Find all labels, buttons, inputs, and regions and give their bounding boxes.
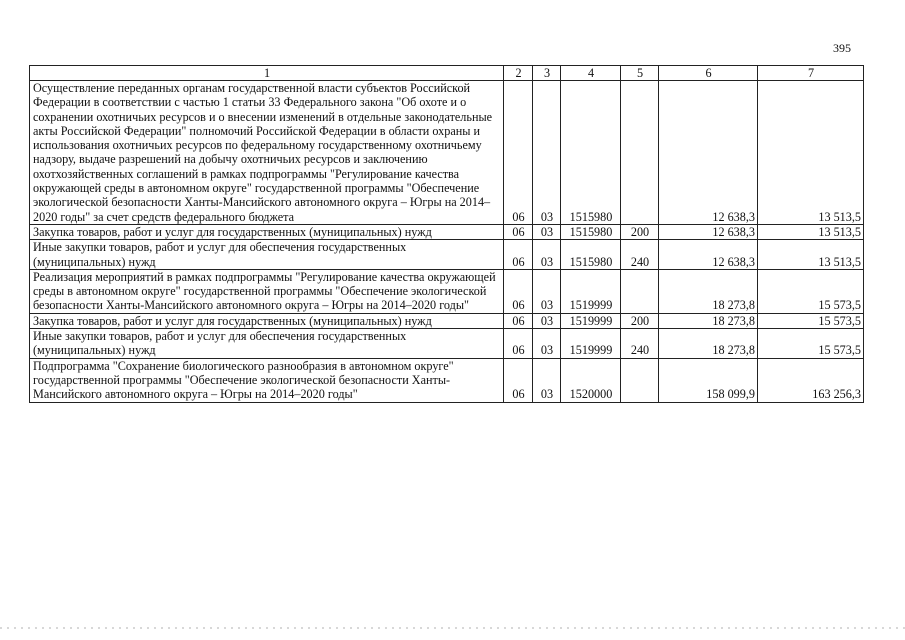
budget-table [29, 65, 864, 403]
cell-amount-7: 13 513,5 [758, 81, 864, 225]
table-row [30, 224, 864, 239]
cell-amount-7: 163 256,3 [758, 358, 864, 402]
cell-amount-6: 18 273,8 [659, 313, 758, 328]
cell-section: 06 [504, 240, 533, 270]
column-header-3: 3 [533, 66, 561, 81]
row-description: Закупка товаров, работ и услуг для государственных (муниципальных) нужд [30, 224, 504, 239]
cell-expense-type [621, 269, 659, 313]
cell-target-article: 1519999 [561, 313, 621, 328]
cell-subsection: 03 [533, 329, 561, 359]
cell-amount-7: 15 573,5 [758, 269, 864, 313]
cell-target-article: 1519999 [561, 269, 621, 313]
cell-subsection: 03 [533, 313, 561, 328]
cell-subsection: 03 [533, 358, 561, 402]
table-row [30, 313, 864, 328]
cell-subsection: 03 [533, 224, 561, 239]
cell-amount-6: 12 638,3 [659, 224, 758, 239]
cell-amount-7: 15 573,5 [758, 329, 864, 359]
cell-section: 06 [504, 269, 533, 313]
cell-section: 06 [504, 329, 533, 359]
cell-section: 06 [504, 358, 533, 402]
row-description: Подпрограмма "Сохранение биологического разнообразия в автономном округе" государственной программы "Обеспечение экологической безопасности Ханты-Мансийского автономного округа – Югры на 2014–2020 годы" [30, 358, 504, 402]
cell-expense-type: 240 [621, 329, 659, 359]
column-header-7: 7 [758, 66, 864, 81]
cell-section: 06 [504, 313, 533, 328]
cell-section: 06 [504, 224, 533, 239]
cell-expense-type [621, 358, 659, 402]
cell-amount-6: 12 638,3 [659, 81, 758, 225]
table-row [30, 358, 864, 402]
table-row [30, 329, 864, 359]
cell-target-article: 1520000 [561, 358, 621, 402]
cell-expense-type: 200 [621, 313, 659, 328]
cell-subsection: 03 [533, 240, 561, 270]
header-row [30, 66, 864, 81]
cell-expense-type: 240 [621, 240, 659, 270]
cell-target-article: 1515980 [561, 224, 621, 239]
column-header-6: 6 [659, 66, 758, 81]
column-header-2: 2 [504, 66, 533, 81]
row-description: Осуществление переданных органам государственной власти субъектов Российской Федерации в соответствии с частью 1 статьи 33 Федерального закона "Об охоте и о сохранении охотничьих ресурсов и о внесении изменений в отдельные законодательные акты Российской Федерации" полномочий Российской Федерации в области охраны и использования охотничьих ресурсов по федеральному государственному охотничьему надзору, выдаче разрешений на добычу охотничьих ресурсов и заключению охотхозяйственных соглашений в рамках подпрограммы "Регулирование качества окружающей среды в автономном округе" государственной программы "Обеспечение экологической безопасности Ханты-Мансийского автономного округа – Югры на 2014–2020 годы" за счет средств федерального бюджета [30, 81, 504, 225]
page-number: 395 [833, 41, 851, 55]
row-description: Иные закупки товаров, работ и услуг для обеспечения государственных (муниципальных) нужд [30, 329, 504, 359]
cell-amount-7: 13 513,5 [758, 224, 864, 239]
cell-amount-6: 12 638,3 [659, 240, 758, 270]
cell-expense-type: 200 [621, 224, 659, 239]
column-header-1: 1 [30, 66, 504, 81]
cell-amount-6: 158 099,9 [659, 358, 758, 402]
column-header-4: 4 [561, 66, 621, 81]
table-row [30, 269, 864, 313]
cell-amount-6: 18 273,8 [659, 269, 758, 313]
cell-amount-6: 18 273,8 [659, 329, 758, 359]
cell-subsection: 03 [533, 81, 561, 225]
cell-amount-7: 13 513,5 [758, 240, 864, 270]
cell-target-article: 1515980 [561, 81, 621, 225]
row-description: Закупка товаров, работ и услуг для государственных (муниципальных) нужд [30, 313, 504, 328]
scan-artifact-line [0, 627, 905, 629]
row-description: Иные закупки товаров, работ и услуг для обеспечения государственных (муниципальных) нужд [30, 240, 504, 270]
table-row [30, 81, 864, 225]
cell-target-article: 1519999 [561, 329, 621, 359]
column-header-5: 5 [621, 66, 659, 81]
cell-target-article: 1515980 [561, 240, 621, 270]
cell-amount-7: 15 573,5 [758, 313, 864, 328]
cell-section: 06 [504, 81, 533, 225]
row-description: Реализация мероприятий в рамках подпрограммы "Регулирование качества окружающей среды в автономном округе" государственной программы "Обеспечение экологической безопасности Ханты-Мансийского автономного округа – Югры на 2014–2020 годы" [30, 269, 504, 313]
cell-subsection: 03 [533, 269, 561, 313]
cell-expense-type [621, 81, 659, 225]
table-row [30, 240, 864, 270]
